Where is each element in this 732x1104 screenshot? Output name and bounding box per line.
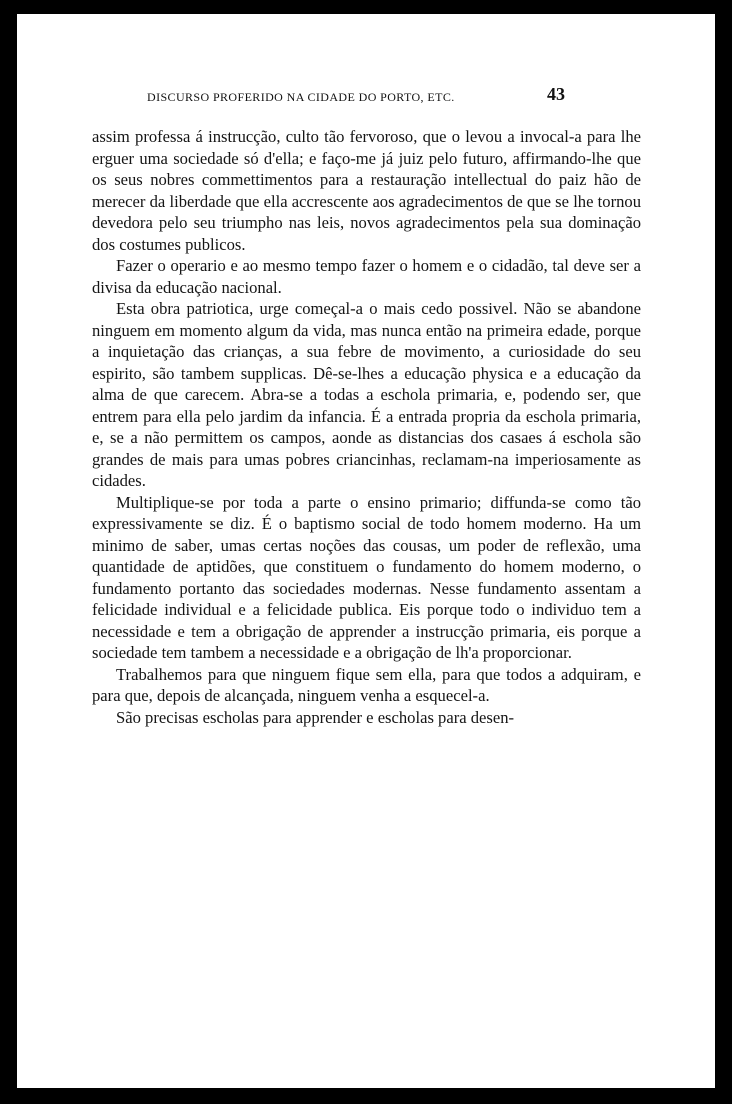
- paragraph: São precisas escholas para apprender e escholas para desen-: [116, 707, 515, 727]
- paragraph: Multiplique-se por toda a parte o ensino primario; diffunda-se como tão expressivamente se diz. É o baptismo social de todo homem moderno. Ha um minimo de saber, umas certas noções das cousas, um poder de reflexão, uma quantidade de aptidões, que constituem o fundamento do homem moderno, o fundamento portanto das sociedades modernas. Nesse fundamento assentam a felicidade individual e a felicidade publica. Eis porque todo o individuo tem a necessidade e tem a obrigação de apprender a instrucção primaria, eis porque a sociedade tem tambem a necessidade e a obrigação de lh'a proporcionar.: [92, 492, 641, 662]
- paragraph: Fazer o operario e ao mesmo tempo fazer o homem e o cidadão, tal deve ser a divisa da educação nacional.: [92, 256, 641, 297]
- paragraph: Trabalhemos para que ninguem fique sem ella, para que todos a adquiram, e para que, depois de alcançada, ninguem venha a esquecel-a.: [92, 664, 641, 705]
- paragraph: Esta obra patriotica, urge começal-a o mais cedo possivel. Não se abandone ninguem em momento algum da vida, mas nunca então na primeira edade, porque a inquietação das crianças, a sua febre de movimento, a curiosidade do seu espirito, são tambem supplicas. Dê-se-lhes a educação physica e a educação da alma de que carecem. Abra-se a todas a eschola primaria, e, podendo ser, que entrem para ella pelo jardim da infancia. É a entrada propria da eschola primaria, e, se a não permittem os campos, aonde as distancias dos casaes á eschola são grandes de mais para umas pobres criancinhas, reclamam-na imperiosamente as cidades.: [92, 299, 641, 490]
- running-header: DISCURSO PROFERIDO NA CIDADE DO PORTO, ETC.: [147, 90, 455, 104]
- body-text: [92, 126, 641, 728]
- page-number: 43: [547, 84, 565, 104]
- paragraph: assim professa á instrucção, culto tão fervoroso, que o levou a invocal-a para lhe erguer uma sociedade só d'ella; e faço-me já juiz pelo futuro, affirmando-lhe que os seus nobres commettimentos para a restauração intellectual do paiz hão de merecer da liberdade que ella accrescente aos agradecimentos de que se lhe tornou devedora pelo seu triumpho nas leis, novos agradecimentos pela sua dominação dos costumes publicos.: [92, 127, 641, 254]
- book-page: [17, 14, 715, 1088]
